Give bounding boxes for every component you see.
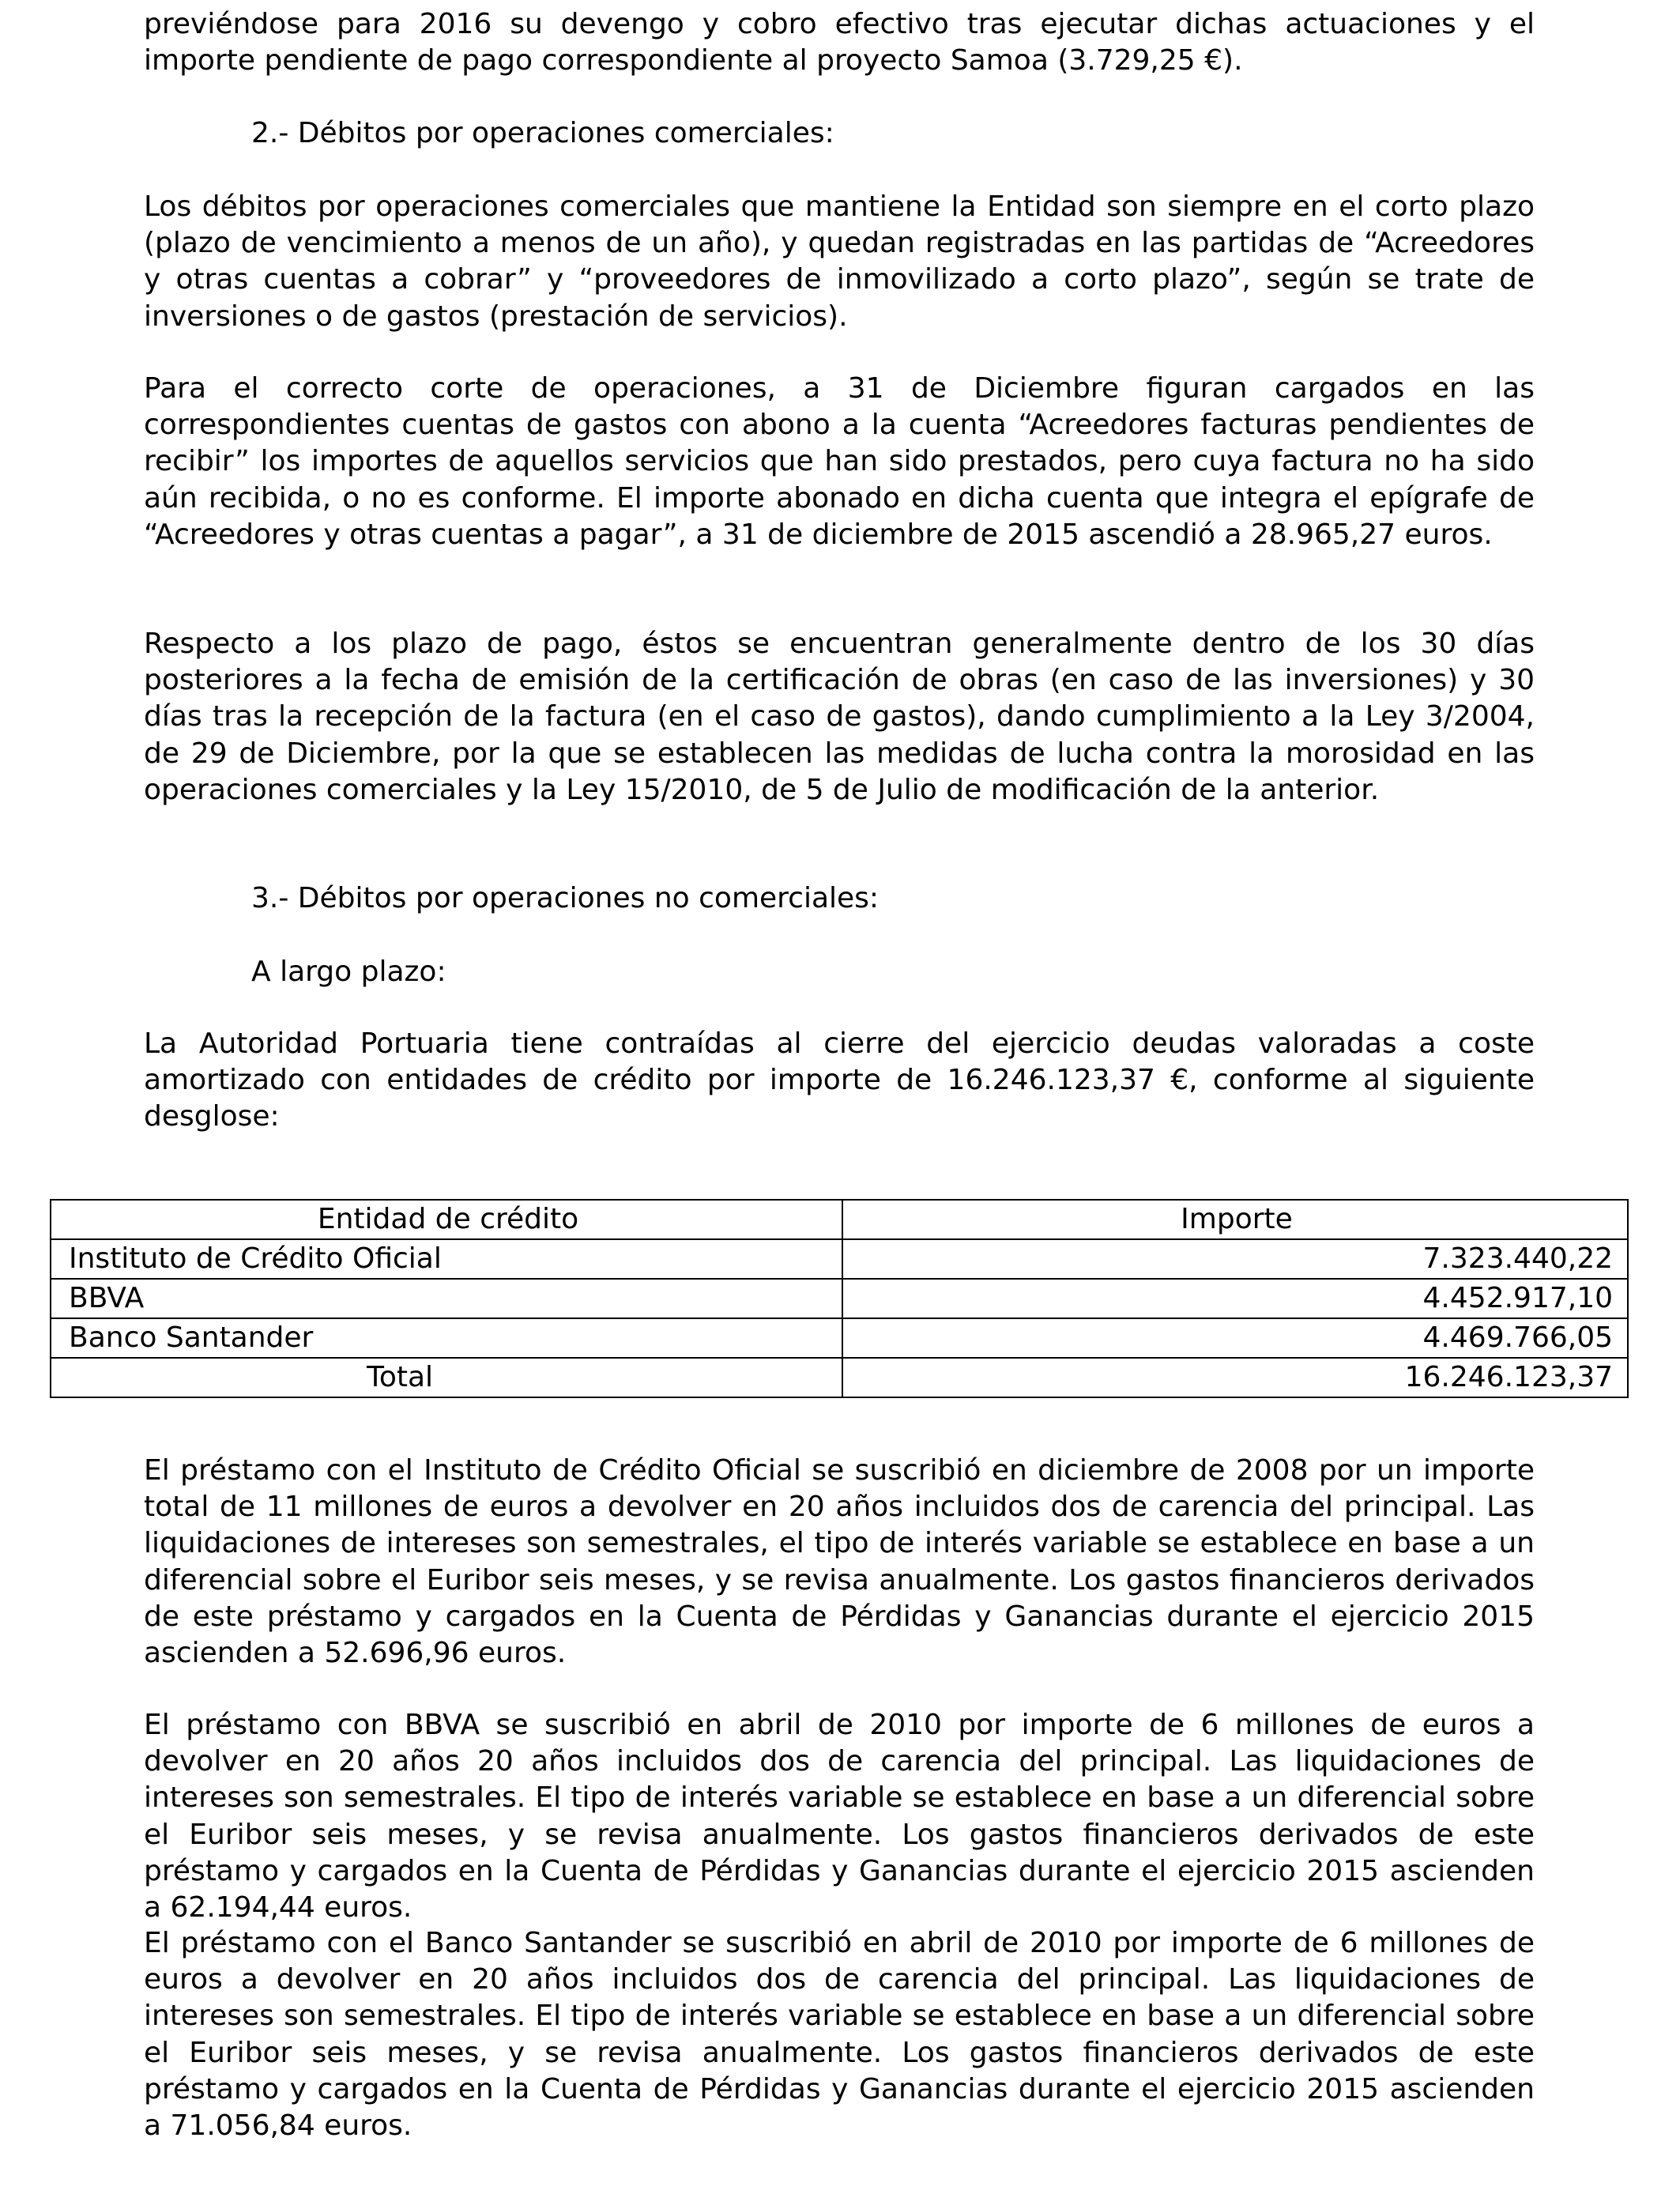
table-row bbox=[51, 1239, 1628, 1279]
table-cell-amount: 4.452.917,10 bbox=[842, 1279, 1628, 1318]
loans-table bbox=[50, 1199, 1629, 1398]
paragraph-prestamo-bbva: El préstamo con BBVA se suscribió en abril de 2010 por importe de 6 millones de euros a devolver en 20 años 20 años incluidos dos de carencia del principal. Las liquidaciones de intereses son semestrales. El tipo de interés variable se establece en base a un diferencial sobre el Euribor seis meses, y se revisa anualmente. Los gastos financieros derivados de este préstamo y cargados en la Cuenta de Pérdidas y Ganancias durante el ejercicio 2015 ascienden a 62.194,44 euros. bbox=[144, 1709, 1535, 1924]
table-cell-entity: Banco Santander bbox=[51, 1318, 842, 1358]
subheading-largo-plazo: A largo plazo: bbox=[251, 956, 446, 988]
table-cell-entity: BBVA bbox=[51, 1279, 842, 1318]
intro-paragraph: previéndose para 2016 su devengo y cobro efectivo tras ejecutar dichas actuaciones y el importe pendiente de pago correspondiente al proyecto Samoa (3.729,25 €). bbox=[144, 8, 1535, 77]
table-row bbox=[51, 1318, 1628, 1358]
column-header-entidad: Entidad de crédito bbox=[51, 1200, 842, 1239]
section-heading-debitos-comerciales: 2.- Débitos por operaciones comerciales: bbox=[251, 117, 834, 149]
table-total-row bbox=[51, 1358, 1628, 1397]
paragraph-debitos-comerciales: Los débitos por operaciones comerciales que mantiene la Entidad son siempre en el corto plazo (plazo de vencimiento a menos de un año), y quedan registradas en las partidas de “Acreedores y otras cuentas a cobrar” y “proveedores de inmovilizado a corto plazo”, según se trate de inversiones o de gastos (prestación de servicios). bbox=[144, 190, 1535, 333]
table-cell-amount: 7.323.440,22 bbox=[842, 1239, 1628, 1279]
paragraph-prestamo-santander: El préstamo con el Banco Santander se suscribió en abril de 2010 por importe de 6 millones de euros a devolver en 20 años incluidos dos de carencia del principal. Las liquidaciones de intereses son semestrales. El tipo de interés variable se establece en base a un diferencial sobre el Euribor seis meses, y se revisa anualmente. Los gastos financieros derivados de este préstamo y cargados en la Cuenta de Pérdidas y Ganancias durante el ejercicio 2015 ascienden a 71.056,84 euros. bbox=[144, 1927, 1535, 2143]
table-cell-entity: Instituto de Crédito Oficial bbox=[51, 1239, 842, 1279]
paragraph-prestamo-ico: El préstamo con el Instituto de Crédito Oficial se suscribió en diciembre de 2008 por un importe total de 11 millones de euros a devolver en 20 años incluidos dos de carencia del principal. Las liquidaciones de intereses son semestrales, el tipo de interés variable se establece en base a un diferencial sobre el Euribor seis meses, y se revisa anualmente. Los gastos financieros derivados de este préstamo y cargados en la Cuenta de Pérdidas y Ganancias durante el ejercicio 2015 ascienden a 52.696,96 euros. bbox=[144, 1454, 1535, 1670]
paragraph-autoridad-portuaria: La Autoridad Portuaria tiene contraídas al cierre del ejercicio deudas valoradas a coste amortizado con entidades de crédito por importe de 16.246.123,37 €, conforme al siguiente desglose: bbox=[144, 1027, 1535, 1133]
table-row bbox=[51, 1279, 1628, 1318]
table-total-label: Total bbox=[51, 1358, 842, 1397]
section-heading-debitos-no-comerciales: 3.- Débitos por operaciones no comerciales: bbox=[251, 882, 880, 914]
column-header-importe: Importe bbox=[842, 1200, 1628, 1239]
table-total-amount: 16.246.123,37 bbox=[842, 1358, 1628, 1397]
paragraph-corte-operaciones: Para el correcto corte de operaciones, a 31 de Diciembre figuran cargados en las correspondientes cuentas de gastos con abono a la cuenta “Acreedores facturas pendientes de recibir” los importes de aquellos servicios que han sido prestados, pero cuya factura no ha sido aún recibida, o no es conforme. El importe abonado en dicha cuenta que integra el epígrafe de “Acreedores y otras cuentas a pagar”, a 31 de diciembre de 2015 ascendió a 28.965,27 euros. bbox=[144, 372, 1535, 551]
table-cell-amount: 4.469.766,05 bbox=[842, 1318, 1628, 1358]
table-header-row bbox=[51, 1200, 1628, 1239]
paragraph-plazos-pago: Respecto a los plazo de pago, éstos se encuentran generalmente dentro de los 30 días posteriores a la fecha de emisión de la certificación de obras (en caso de las inversiones) y 30 días tras la recepción de la factura (en el caso de gastos), dando cumplimiento a la Ley 3/2004, de 29 de Diciembre, por la que se establecen las medidas de lucha contra la morosidad en las operaciones comerciales y la Ley 15/2010, de 5 de Julio de modificación de la anterior. bbox=[144, 628, 1535, 806]
